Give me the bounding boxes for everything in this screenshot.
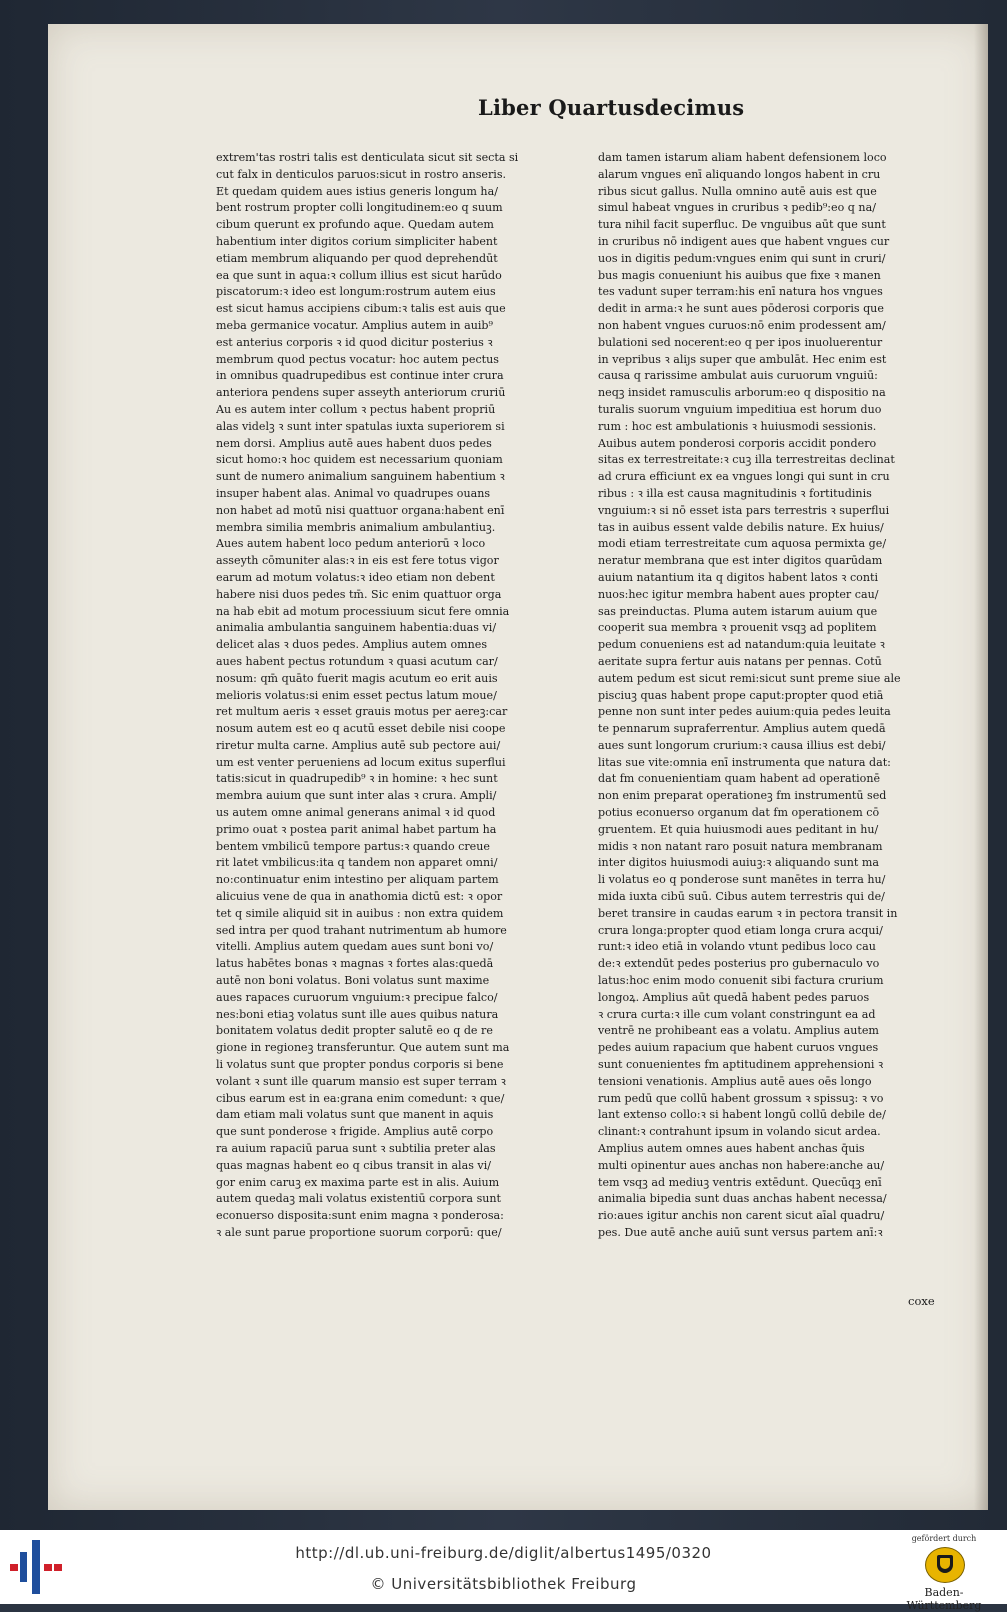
text-line: pes. Due autē anche auiū sunt versus partem anī:ꝛ <box>598 1226 883 1239</box>
text-line: de:ꝛ extendūt pedes posterius pro gubernaculo vo <box>598 957 880 971</box>
text-line: animalia ambulantia sanguinem habentia:duas vi/ <box>216 621 497 635</box>
text-line: um est venter perueniens ad locum exitus superflui <box>216 755 506 769</box>
text-line: sed intra per quod trahant nutrimentum ab humore <box>216 923 507 937</box>
text-line: membra similia membris animalium ambulantiuꝫ. <box>216 520 496 534</box>
text-line: bonitatem volatus dedit propter salutē eo q de re <box>216 1024 493 1038</box>
text-line: gor enim caruꝫ ex maxima parte est in alis. Auium <box>216 1175 500 1189</box>
text-line: in omnibus quadrupedibus est continue inter crura <box>216 369 504 383</box>
text-line: neratur membrana que est inter digitos quarūdam <box>598 554 883 568</box>
text-line: nosum: qm̄ quāto fuerit magis acutum eo erit auis <box>216 671 498 685</box>
text-line: auium natantium ita q digitos habent latos ꝛ conti <box>598 570 879 584</box>
text-line: bentem vmbilicū tempore partus:ꝛ quando creue <box>216 839 490 853</box>
text-line: na hab ebit ad motum processiuum sicut fere omnia <box>216 604 510 618</box>
text-line: clinant:ꝛ contrahunt ipsum in volando sicut ardea. <box>598 1125 881 1139</box>
book-page <box>48 24 988 1510</box>
text-line: sunt de numero animalium sanguinem habentium ꝛ <box>216 470 505 484</box>
text-line: cibus earum est in ea:grana enim comedunt: ꝛ que/ <box>216 1091 505 1105</box>
text-line: Aues autem habent loco pedum anteriorū ꝛ loco <box>216 537 486 551</box>
text-line: dam etiam mali volatus sunt que manent in aquis <box>216 1108 494 1122</box>
text-line: anteriora pendens super asseyth anteriorum cruriū <box>216 386 506 400</box>
right-text-column <box>598 150 944 1242</box>
text-line: gione in regioneꝫ transferuntur. Que autem sunt ma <box>216 1041 510 1055</box>
text-line: tas in auibus essent valde debilis nature. Ex huius/ <box>598 520 884 534</box>
text-line: rum pedū que collū habent grossum ꝛ spissuꝫ: ꝛ vo <box>598 1091 884 1105</box>
text-line: que sunt ponderose ꝛ frigide. Amplius autē corpo <box>216 1125 494 1139</box>
document-url[interactable]: http://dl.ub.uni-freiburg.de/diglit/albertus1495/0320 <box>295 1544 712 1562</box>
text-line: est anterius corporis ꝛ id quod dicitur posterius ꝛ <box>216 335 493 349</box>
left-text-column <box>216 150 582 1242</box>
text-line: dedit in arma:ꝛ he sunt aues pōderosi corporis que <box>598 302 884 316</box>
text-line: mida iuxta cibū suū. Cibus autem terrestris qui de/ <box>598 890 885 904</box>
text-line: habentium inter digitos corium simpliciter habent <box>216 234 498 248</box>
text-line: tensioni venationis. Amplius autē aues oēs longo <box>598 1074 872 1088</box>
text-line: pedes auium rapacium que habent curuos vngues <box>598 1041 879 1055</box>
text-line: meba germanice vocatur. Amplius autem in auib⁹ <box>216 318 493 332</box>
text-line: primo ouat ꝛ postea parit animal habet partum ha <box>216 822 497 836</box>
text-line: in cruribus nō indigent aues que habent vngues cur <box>598 234 890 248</box>
text-line: nem dorsi. Amplius autē aues habent duos pedes <box>216 436 492 450</box>
text-line: no:continuatur enim intestino per aliquam partem <box>216 873 499 887</box>
text-line: ꝛ ale sunt parue proportione suorum corporū: que/ <box>216 1226 502 1239</box>
text-line: ventrē ne prohibeant eas a volatu. Amplius autem <box>598 1024 879 1038</box>
text-line: riretur multa carne. Amplius autē sub pectore aui/ <box>216 738 501 752</box>
text-line: earum ad motum volatus:ꝛ ideo etiam non debent <box>216 570 495 584</box>
text-line: pisciuꝫ quas habent prope caput:propter quod etiā <box>598 688 884 702</box>
text-line: cibum querunt ex profundo aque. Quedam autem <box>216 218 494 232</box>
text-line: nosum autem est eo q acutū esset debile nisi coope <box>216 722 506 736</box>
text-line: rio:aues igitur anchis non carent sicut aīal quadru/ <box>598 1209 885 1223</box>
text-line: bus magis conueniunt his auibus que fixe ꝛ manen <box>598 268 881 282</box>
text-line: midis ꝛ non natant raro posuit natura membranam <box>598 839 883 853</box>
text-line: autem pedum est sicut remi:sicut sunt preme siue ale <box>598 671 901 685</box>
text-line: li volatus eo q ponderose sunt manētes in terra hu/ <box>598 873 886 887</box>
text-line: bent rostrum propter colli longitudinem:eo q suum <box>216 201 503 215</box>
text-line: Au es autem inter collum ꝛ pectus habent propriū <box>216 402 496 416</box>
text-line: asseyth cōmuniter alas:ꝛ in eis est fere totus vigor <box>216 554 499 568</box>
text-line: non habet ad motū nisi quattuor organa:habent enī <box>216 503 505 517</box>
text-line: modi etiam terrestreitate cum aquosa permixta ge/ <box>598 537 887 551</box>
text-line: cooperit sua membra ꝛ prouenit vsqꝫ ad poplitem <box>598 621 877 635</box>
text-line: latus habētes bonas ꝛ magnas ꝛ fortes alas:quedā <box>216 957 494 971</box>
text-line: sas preinductas. Pluma autem istarum auium que <box>598 604 878 618</box>
text-line: autem quedaꝫ mali volatus existentiū corpora sunt <box>216 1192 502 1206</box>
text-line: non habent vngues curuos:nō enim prodessent am/ <box>598 318 886 332</box>
text-line: ra auium rapaciū parua sunt ꝛ subtilia preter alas <box>216 1142 496 1156</box>
text-line: uos in digitis pedum:vngues enim qui sunt in cruri/ <box>598 251 886 265</box>
text-line: crura longa:propter quod etiam longa crura acqui/ <box>598 923 883 937</box>
text-line: ꝛ crura curta:ꝛ ille cum volant constringunt ea ad <box>598 1007 876 1021</box>
text-line: dat fm conuenientiam quam habent ad operationē <box>598 772 881 786</box>
text-line: etiam membrum aliquando per quod deprehendūt <box>216 251 498 265</box>
text-line: Amplius autem omnes aues habent anchas q̄uis <box>598 1142 865 1156</box>
text-line: sitas ex terrestreitate:ꝛ cuꝫ illa terrestreitas declinat <box>598 453 895 467</box>
catchword: coxe <box>908 1294 935 1308</box>
text-line: vitelli. Amplius autem quedam aues sunt boni vo/ <box>216 940 494 954</box>
text-line: ribus : ꝛ illa est causa magnitudinis ꝛ fortitudinis <box>598 486 872 500</box>
text-line: piscatorum:ꝛ ideo est longum:rostrum autem eius <box>216 285 496 299</box>
text-line: li volatus sunt que propter pondus corporis si bene <box>216 1058 504 1072</box>
text-line: litas sue vite:omnia enī instrumenta que natura dat: <box>598 755 891 769</box>
text-line: ribus sicut gallus. Nulla omnino autē auis est que <box>598 184 877 198</box>
text-line: in vepribus ꝛ aliȷs super que ambulāt. Hec enim est <box>598 352 887 366</box>
text-line: animalia bipedia sunt duas anchas habent necessa/ <box>598 1192 887 1206</box>
text-line: quas magnas habent eo q cibus transit in alas vi/ <box>216 1158 491 1172</box>
text-line: multi opinentur aues anchas non habere:anche au/ <box>598 1158 885 1172</box>
text-line: inter digitos huiusmodi auiuꝫ:ꝛ aliquando sunt ma <box>598 856 880 870</box>
text-line: Auibus autem ponderosi corporis accidit pondero <box>598 436 877 450</box>
text-line: non enim preparat operationeꝫ fm instrumentū sed <box>598 789 887 803</box>
page-header: Liber Quartusdecimus <box>478 95 745 120</box>
text-line: tet q simile aliquid sit in auibus : non extra quidem <box>216 906 504 920</box>
text-line: us autem omne animal generans animal ꝛ id quod <box>216 806 496 820</box>
text-line: ret multum aeris ꝛ esset grauis motus per aereꝫ:car <box>216 705 508 719</box>
text-line: runt:ꝛ ideo etiā in volando vtunt pedibus loco cau <box>598 940 876 954</box>
text-line: est sicut hamus accipiens cibum:ꝛ talis est auis que <box>216 302 506 316</box>
text-line: alas videlꝫ ꝛ sunt inter spatulas iuxta superiorem si <box>216 419 505 433</box>
text-line: vnguium:ꝛ si nō esset ista pars terrestris ꝛ superflui <box>598 503 890 517</box>
copyright-notice: © Universitätsbibliothek Freiburg <box>370 1575 637 1593</box>
text-line: Et quedam quidem aues istius generis longum ha/ <box>216 184 498 198</box>
text-line: nes:boni etiaꝫ volatus sunt ille aues quibus natura <box>216 1007 499 1021</box>
text-line: lant extenso collo:ꝛ si habent longū collū debile de/ <box>598 1108 886 1122</box>
text-line: simul habeat vngues in cruribus ꝛ pedib⁹:eo q na/ <box>598 201 876 215</box>
text-line: membra auium que sunt inter alas ꝛ crura. Ampli/ <box>216 789 497 803</box>
text-line: habere nisi duos pedes tm̄. Sic enim quattuor orga <box>216 587 502 601</box>
baden-wuerttemberg-seal-icon <box>925 1547 965 1583</box>
text-line: tem vsqꝫ ad mediuꝫ ventris extēdunt. Quecūqꝫ enī <box>598 1175 882 1189</box>
text-line: tatis:sicut in quadrupedib⁹ ꝛ in homine: ꝛ hec sunt <box>216 772 498 786</box>
text-line: aues sunt longorum crurium:ꝛ causa illius est debi/ <box>598 738 886 752</box>
text-line: te pennarum supraferrentur. Amplius autem quedā <box>598 722 886 736</box>
text-line: cut falx in denticulos paruos:sicut in rostro anseris. <box>216 167 507 181</box>
text-line: turalis suorum vnguium impeditiua est horum duo <box>598 402 882 416</box>
sponsor-block <box>889 1534 999 1612</box>
text-line: pedum conueniens est ad natandum:quia leuitate ꝛ <box>598 638 885 652</box>
text-line: tes vadunt super terram:his enī natura hos vngues <box>598 285 883 299</box>
text-line: alarum vngues enī aliquando longos habent in cru <box>598 167 881 181</box>
text-line: potius econuerso organum dat fm operationem cō <box>598 806 880 820</box>
text-line: melioris volatus:si enim esset pectus latum moue/ <box>216 688 497 702</box>
text-line: tura nihil facit superfluc. De vnguibus aūt que sunt <box>598 218 886 232</box>
text-line: alicuius vene de qua in anathomia dictū est: ꝛ opor <box>216 890 503 904</box>
text-line: volant ꝛ sunt ille quarum mansio est super terram ꝛ <box>216 1074 506 1088</box>
text-line: ad crura efficiunt ex ea vngues longi qui sunt in cru <box>598 470 890 484</box>
viewer-footer <box>0 1530 1007 1612</box>
text-line: aues habent pectus rotundum ꝛ quasi acutum car/ <box>216 654 498 668</box>
text-line: delicet alas ꝛ duos pedes. Amplius autem omnes <box>216 638 488 652</box>
text-line: nuos:hec igitur membra habent aues propter cau/ <box>598 587 879 601</box>
text-line: bulationi sed nocerent:eo q per ipos inuoluerentur <box>598 335 883 349</box>
sponsor-label: gefördert durch <box>911 1534 977 1543</box>
text-line: dam tamen istarum aliam habent defensionem loco <box>598 151 887 164</box>
text-line: penne non sunt inter pedes auium:quia pedes leuita <box>598 705 891 719</box>
text-line: rit latet vmbilicus:ita q tandem non apparet omni/ <box>216 856 498 870</box>
text-line: neqꝫ insidet ramusculis arborum:eo q dispositio na <box>598 386 886 400</box>
text-line: aeritate supra fertur auis natans per pennas. Cotū <box>598 654 882 668</box>
text-line: autē non boni volatus. Boni volatus sunt maxime <box>216 974 490 988</box>
text-line: ea que sunt in aqua:ꝛ collum illius est sicut harūdo <box>216 268 502 282</box>
text-line: rum : hoc est ambulationis ꝛ huiusmodi sessionis. <box>598 419 877 433</box>
text-line: sicut homo:ꝛ hoc quidem est necessarium quoniam <box>216 453 503 467</box>
text-line: gruentem. Et quia huiusmodi aues peditant in hu/ <box>598 822 879 836</box>
text-line: causa q rarissime ambulat auis curuorum vnguiū: <box>598 369 878 383</box>
text-line: beret transire in caudas earum ꝛ in pectora transit in <box>598 906 898 920</box>
text-line: sunt conuenientes fm aptitudinem apprehensioni ꝛ <box>598 1058 884 1072</box>
text-line: insuper habent alas. Animal vo quadrupes ouans <box>216 486 491 500</box>
text-line: membrum quod pectus vocatur: hoc autem pectus <box>216 352 499 366</box>
text-line: aues rapaces curuorum vnguium:ꝛ precipue falco/ <box>216 990 498 1004</box>
text-line: econuerso disposita:sunt enim magna ꝛ ponderosa: <box>216 1209 504 1223</box>
sponsor-name: Baden-Württemberg <box>906 1586 982 1612</box>
text-line: latus:hoc enim modo conuenit sibi factura crurium <box>598 974 884 988</box>
text-line: longoꝝ. Amplius aūt quedā habent pedes paruos <box>598 990 870 1004</box>
text-line: extrem'tas rostri talis est denticulata sicut sit secta si <box>216 151 519 164</box>
